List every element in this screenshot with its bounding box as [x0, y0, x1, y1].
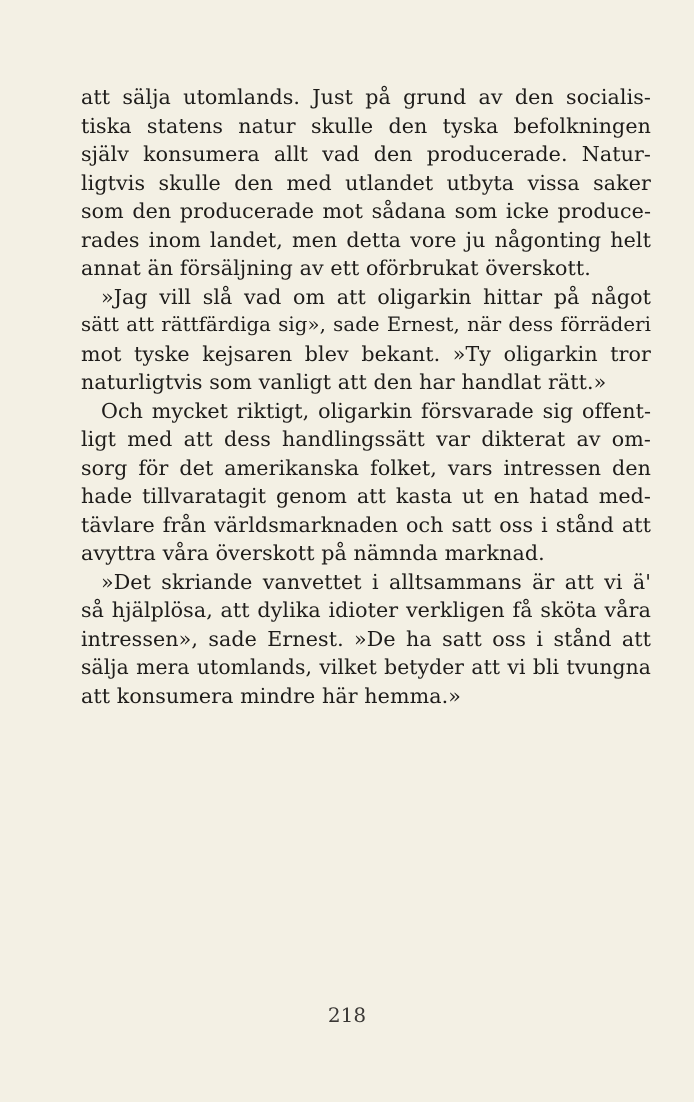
text-line: ligt med att dess handlingssätt var dikterat av om- — [81, 427, 651, 451]
text-line: själv konsumera allt vad den producerade. Natur- — [81, 142, 651, 166]
text-line: sälja mera utomlands, vilket betyder att vi bli tvungna — [81, 655, 651, 679]
text-line: att sälja utomlands. Just på grund av den socialis- — [81, 85, 651, 109]
text-line: mot tyske kejsaren blev bekant. »Ty oligarkin tror — [81, 341, 651, 366]
text-line: ligtvis skulle den med utlandet utbyta vissa saker — [81, 170, 651, 195]
text-line: avyttra våra överskott på nämnda marknad. — [81, 541, 545, 565]
text-line: hade tillvaratagit genom att kasta ut en hatad med- — [81, 484, 651, 508]
text-line: »Jag vill slå vad om att oligarkin hittar på något — [101, 284, 651, 309]
text-line: rades inom landet, men detta vore ju någonting helt — [81, 227, 651, 252]
text-line: annat än försäljning av ett oförbrukat överskott. — [81, 256, 591, 280]
body-text — [81, 83, 651, 710]
text-line: att konsumera mindre här hemma.» — [81, 683, 461, 708]
text-line: Och mycket riktigt, oligarkin försvarade sig offent- — [101, 398, 651, 423]
text-line: naturligtvis som vanligt att den har handlat rätt.» — [81, 370, 607, 394]
text-line: »Det skriande vanvettet i alltsammans är att vi ä' — [101, 569, 651, 594]
text-line: sätt att rättfärdiga sig», sade Ernest, när dess förräderi — [81, 313, 651, 336]
text-line: tiska statens natur skulle den tyska befolkningen — [81, 113, 651, 138]
text-line: som den producerade mot sådana som icke produce- — [81, 199, 651, 223]
page-number: 218 — [327, 1003, 367, 1027]
text-line: intressen», sade Ernest. »De ha satt oss i stånd att — [81, 626, 651, 651]
text-line: sorg för det amerikanska folket, vars intressen den — [81, 455, 651, 480]
text-line: så hjälplösa, att dylika idioter verkligen få sköta våra — [81, 598, 651, 622]
text-line: tävlare från världsmarknaden och satt oss i stånd att — [81, 512, 651, 537]
